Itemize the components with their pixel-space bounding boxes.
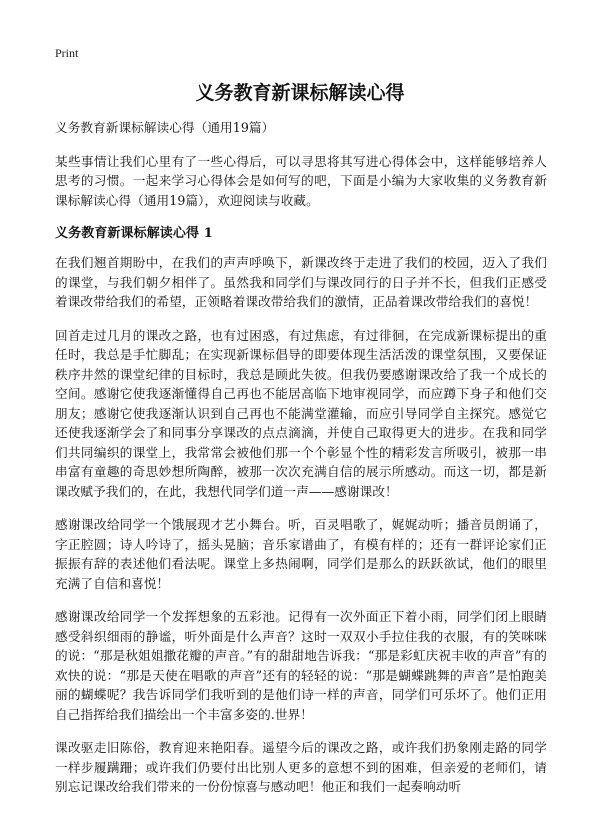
- section-heading: 义务教育新课标解读心得 1: [55, 226, 213, 241]
- document-body: [55, 118, 547, 811]
- body-paragraph-3: 感谢课改给同学一个饿展现才艺小舞台。听，百灵唱歌了，娓娓动听；播音员朗诵了，字正腔圆；诗人吟诗了，摇头晃脑；音乐家谱曲了，有模有样的；还有一群评论家们正振振有辞的表述他们看法呢。课堂上多热闹啊，同学们是那么的跃跃欲试，他们的眼里充满了自信和喜悦！: [55, 517, 547, 591]
- intro-paragraph: 某些事情让我们心里有了一些心得后，可以寻思将其写进心得体会中，这样能够培养人思考的习惯。一起来学习心得体会是如何写的吧，下面是小编为大家收集的义务教育新课标解读心得（通用19篇），欢迎阅读与收藏。: [55, 153, 547, 208]
- body-paragraph-5: 课改驱走旧陈俗，教育迎来艳阳春。遥望今后的课改之路，或许我们扔象刚走路的同学一样步履蹒跚；或许我们仍要付出比别人更多的意想不到的困难，但亲爱的老师们，请别忘记课改给我们带来的一份份惊喜与感动吧！他正和我们一起奏响动听: [55, 740, 547, 794]
- print-link[interactable]: Print: [55, 46, 79, 60]
- body-paragraph-2: 回首走过几月的课改之路，也有过困惑，有过焦虑，有过徘徊，在完成新课标提出的重任时，我总是手忙脚乱；在实现新课标倡导的即要体现生活活泼的课堂氛围，又要保证秩序井然的课堂纪律的目标时，我总是顾此失彼。但我仍要感谢课改给了我一个成长的空间。感谢它使我逐渐懂得自己再也不能居高临下地审视同学，而应蹲下身子和他们交朋友；感谢它使我逐渐认识到自己再也不能满堂灌输，而应引导同学自主探究。感觉它还使我逐渐学会了和同事分享课改的点点滴滴，并使自己取得更大的进步。在我和同学们共同编织的课堂上，我常常会被他们那一个个彰显个性的精彩发言所吸引，被那一串串富有童趣的奇思妙想所陶醉，被那一次次充满自信的展示所感动。而这一切，都是新课改赋予我们的，在此，我想代同学们道一声——感谢课改！: [55, 327, 547, 499]
- body-paragraph-4: 感谢课改给同学一个发挥想象的五彩池。记得有一次外面正下着小雨，同学们闭上眼睛感受斜织细雨的静谧，听外面是什么声音？这时一双双小手拉住我的衣服，有的笑咪咪的说：“那是秋姐姐撒花瓣的声音。”有的甜甜地告诉我：“那是彩虹庆祝丰收的声音”有的欢快的说：“那是天使在唱歌的声音”还有的轻轻的说：“那是蝴蝶跳舞的声音”是怕跑美丽的蝴蝶呢？我告诉同学们我听到的是他们诗一样的声音，同学们可乐坏了。他们正用自己指挥给我们描绘出一个丰富多姿的.世界！: [55, 609, 547, 722]
- page-title: 义务教育新课标解读心得: [195, 82, 405, 104]
- body-paragraph-1: 在我们翘首期盼中，在我们的声声呼唤下，新课改终于走进了我们的校园，迈入了我们的课堂，与我们朝夕相伴了。虽然我和同学们与课改同行的日子并不长，但我们正感受着课改带给我们的希望，正领略着课改带给我们的激情，正品着课改带给我们的喜悦！: [55, 255, 547, 309]
- document-subtitle: 义务教育新课标解读心得（通用19篇）: [55, 120, 275, 135]
